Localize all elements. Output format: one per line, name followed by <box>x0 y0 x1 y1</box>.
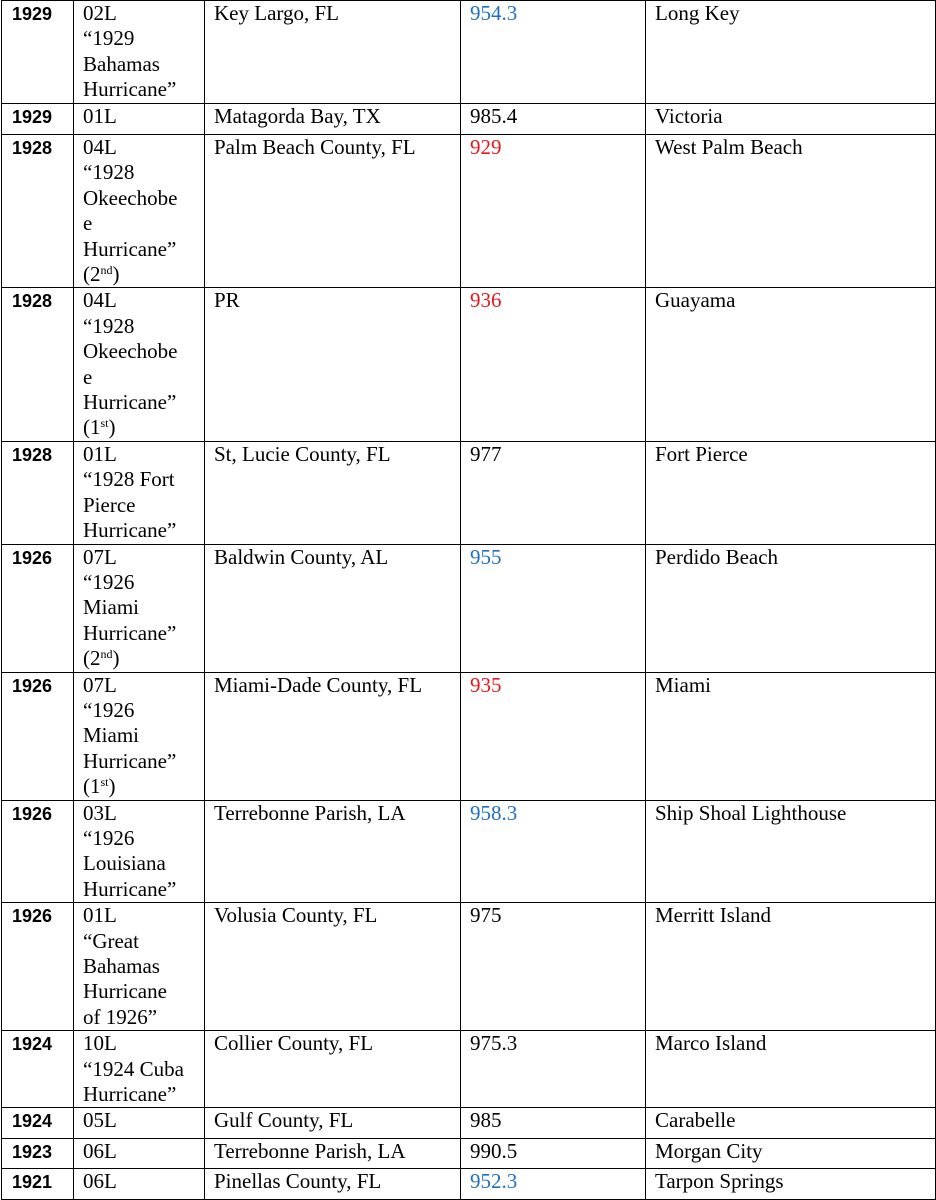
station-cell: Miami <box>646 672 936 800</box>
storm-line: “1926 <box>83 825 135 850</box>
storm-line: 01L <box>83 903 117 928</box>
storm-line: e <box>83 364 93 389</box>
storm-line: “1928 <box>83 313 135 338</box>
station-cell: West Palm Beach <box>646 135 936 288</box>
storm-cell <box>74 104 205 135</box>
year-cell: 1923 <box>2 1139 74 1169</box>
station-cell: Marco Island <box>646 1031 936 1108</box>
storm-cell <box>74 672 205 800</box>
storm-line: Hurricane” <box>83 390 177 415</box>
ordinal-suffix: st <box>100 775 109 790</box>
storm-cell <box>74 441 205 544</box>
storm-line: (2nd) <box>83 646 120 671</box>
storm-line: 07L <box>83 544 117 569</box>
station-cell: Ship Shoal Lighthouse <box>646 800 936 903</box>
table-row <box>2 544 936 672</box>
storm-line: 04L <box>83 288 117 313</box>
storm-line: 06L <box>83 1169 117 1194</box>
location-cell: PR <box>205 288 461 441</box>
station-cell: Perdido Beach <box>646 544 936 672</box>
location-cell: Gulf County, FL <box>205 1108 461 1139</box>
table-row <box>2 1169 936 1200</box>
pressure-cell: 975.3 <box>461 1031 646 1108</box>
year-cell: 1926 <box>2 903 74 1031</box>
year-cell: 1928 <box>2 288 74 441</box>
year-cell: 1928 <box>2 441 74 544</box>
storm-line: Hurricane” <box>83 620 177 645</box>
pressure-cell: 985 <box>461 1108 646 1139</box>
location-cell: Matagorda Bay, TX <box>205 104 461 135</box>
year-cell: 1929 <box>2 104 74 135</box>
table-body <box>2 1 936 1200</box>
storm-line: of 1926” <box>83 1004 158 1029</box>
pressure-cell: 958.3 <box>461 800 646 903</box>
storm-line: 02L <box>83 1 117 25</box>
storm-cell <box>74 288 205 441</box>
pressure-cell: 929 <box>461 135 646 288</box>
table-row <box>2 104 936 135</box>
pressure-cell: 935 <box>461 672 646 800</box>
storm-line: Bahamas <box>83 51 160 76</box>
storm-line: (1st) <box>83 774 116 799</box>
storm-cell <box>74 544 205 672</box>
station-cell: Fort Pierce <box>646 441 936 544</box>
pressure-cell: 954.3 <box>461 1 646 104</box>
table-row <box>2 672 936 800</box>
storm-cell <box>74 1108 205 1139</box>
table-row <box>2 441 936 544</box>
ordinal-suffix: st <box>100 416 109 431</box>
storm-line: 07L <box>83 672 117 697</box>
storm-line: Miami <box>83 595 139 620</box>
year-cell: 1924 <box>2 1108 74 1139</box>
storm-line: Hurricane” <box>83 1082 177 1107</box>
location-cell: Terrebonne Parish, LA <box>205 1139 461 1169</box>
storm-cell <box>74 1 205 104</box>
storm-line: 01L <box>83 441 117 466</box>
location-cell: Key Largo, FL <box>205 1 461 104</box>
storm-line: Hurricane <box>83 979 167 1004</box>
year-cell: 1928 <box>2 135 74 288</box>
year-cell: 1929 <box>2 1 74 104</box>
station-cell: Merritt Island <box>646 903 936 1031</box>
location-cell: Collier County, FL <box>205 1031 461 1108</box>
table-row <box>2 1 936 104</box>
location-cell: Terrebonne Parish, LA <box>205 800 461 903</box>
storm-line: “1929 <box>83 26 135 51</box>
storm-line: Pierce <box>83 492 136 517</box>
pressure-cell: 990.5 <box>461 1139 646 1169</box>
storm-line: Hurricane” <box>83 236 177 261</box>
storm-line: Bahamas <box>83 954 160 978</box>
hurricane-table <box>1 0 936 1200</box>
storm-line: e <box>83 211 93 236</box>
storm-line: Hurricane” <box>83 876 177 901</box>
storm-line: 10L <box>83 1031 117 1056</box>
location-cell: Volusia County, FL <box>205 903 461 1031</box>
storm-line: (2nd) <box>83 262 120 287</box>
storm-cell <box>74 800 205 903</box>
storm-line: “1928 <box>83 160 135 185</box>
table-row <box>2 1108 936 1139</box>
ordinal-suffix: nd <box>100 647 113 662</box>
year-cell: 1924 <box>2 1031 74 1108</box>
storm-line: Miami <box>83 723 139 748</box>
station-cell: Carabelle <box>646 1108 936 1139</box>
pressure-cell: 936 <box>461 288 646 441</box>
table-row <box>2 135 936 288</box>
storm-line: “1926 <box>83 569 135 594</box>
storm-cell <box>74 135 205 288</box>
pressure-cell: 955 <box>461 544 646 672</box>
station-cell: Morgan City <box>646 1139 936 1169</box>
storm-line: “1926 <box>83 697 135 722</box>
station-cell: Long Key <box>646 1 936 104</box>
location-cell: Palm Beach County, FL <box>205 135 461 288</box>
table-row <box>2 1031 936 1108</box>
storm-line: Hurricane” <box>83 518 177 543</box>
pressure-cell: 985.4 <box>461 104 646 135</box>
station-cell: Victoria <box>646 104 936 135</box>
storm-line: (1st) <box>83 415 116 440</box>
storm-line: “1924 Cuba <box>83 1056 184 1081</box>
table-row <box>2 800 936 903</box>
storm-line: Louisiana <box>83 851 166 876</box>
storm-cell <box>74 1139 205 1169</box>
storm-line: Okeechobe <box>83 185 178 210</box>
year-cell: 1921 <box>2 1169 74 1200</box>
table-row <box>2 1139 936 1169</box>
storm-cell <box>74 1169 205 1200</box>
ordinal-suffix: nd <box>100 263 113 278</box>
pressure-cell: 977 <box>461 441 646 544</box>
storm-line: “Great <box>83 928 139 953</box>
storm-line: 04L <box>83 135 117 159</box>
storm-line: Hurricane” <box>83 748 177 773</box>
station-cell: Tarpon Springs <box>646 1169 936 1200</box>
storm-line: Hurricane” <box>83 77 177 102</box>
location-cell: Baldwin County, AL <box>205 544 461 672</box>
location-cell: St, Lucie County, FL <box>205 441 461 544</box>
pressure-cell: 952.3 <box>461 1169 646 1200</box>
pressure-cell: 975 <box>461 903 646 1031</box>
station-cell: Guayama <box>646 288 936 441</box>
storm-cell <box>74 903 205 1031</box>
year-cell: 1926 <box>2 800 74 903</box>
year-cell: 1926 <box>2 544 74 672</box>
location-cell: Miami-Dade County, FL <box>205 672 461 800</box>
storm-line: Okeechobe <box>83 339 178 364</box>
storm-line: 06L <box>83 1139 117 1164</box>
year-cell: 1926 <box>2 672 74 800</box>
table-row <box>2 903 936 1031</box>
storm-cell <box>74 1031 205 1108</box>
table-row <box>2 288 936 441</box>
location-cell: Pinellas County, FL <box>205 1169 461 1200</box>
storm-line: 01L <box>83 104 117 128</box>
storm-line: “1928 Fort <box>83 467 175 492</box>
storm-line: 03L <box>83 800 117 825</box>
storm-line: 05L <box>83 1108 117 1133</box>
